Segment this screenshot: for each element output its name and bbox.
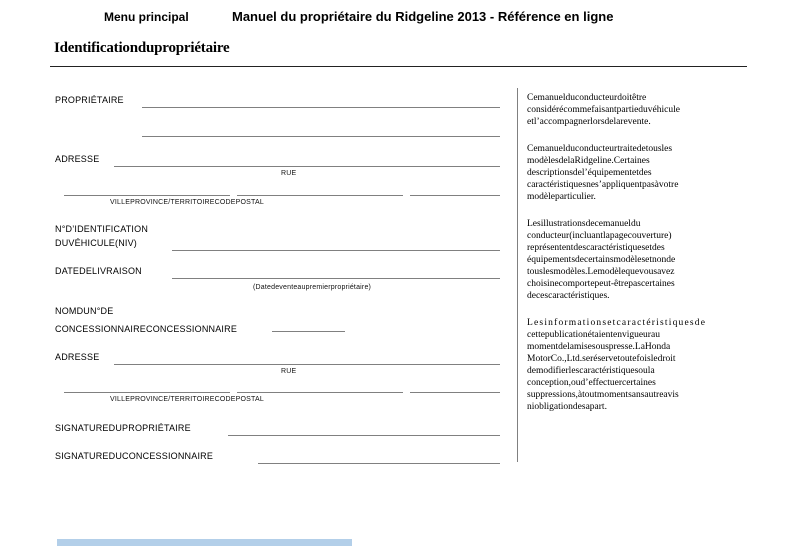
- notes-line: conception,oud’effectuercertaines: [527, 378, 656, 388]
- owner-street-line: [114, 166, 500, 167]
- delivery-date-label: DATEDELIVRAISON: [55, 266, 142, 276]
- owner-line-2: [142, 136, 500, 137]
- dealer-province-line: [237, 392, 403, 393]
- notes-line: etl’accompagnerlorsdelarevente.: [527, 117, 651, 127]
- notes-line: demodifierlescaractéristiquesoula: [527, 366, 655, 376]
- delivery-date-line: [172, 278, 500, 279]
- dealer-label-line1: NOMDUN°DE: [55, 306, 114, 316]
- dealer-street-line: [114, 364, 500, 365]
- dealer-number-line: [272, 331, 345, 332]
- vin-line: [172, 250, 500, 251]
- notes-line: Lesinformationsetcaractéristiquesde: [527, 318, 707, 328]
- notes-line: momentdelamisesouspresse.LaHonda: [527, 342, 671, 352]
- notes-line: decescaractéristiques.: [527, 291, 610, 301]
- owner-city-line: [64, 195, 230, 196]
- heading-rule: [50, 66, 747, 67]
- owner-street-caption: RUE: [281, 170, 297, 177]
- notes-line: MotorCo.,Ltd.seréservetoutefoisledroit: [527, 354, 676, 364]
- notes-line: caractéristiquesnes’appliquentpasàvotre: [527, 180, 679, 190]
- document-title: Manuel du propriétaire du Ridgeline 2013 - Référence en ligne: [232, 9, 614, 24]
- notes-paragraph-3: [527, 218, 721, 302]
- vin-label-line2: DUVÉHICULE(NIV): [55, 238, 138, 248]
- owner-postal-line: [410, 195, 500, 196]
- notes-paragraph-2: [527, 143, 721, 203]
- notes-line: cettepublicationétaientenvigueurau: [527, 330, 660, 340]
- notes-line: considérécommefaisantpartieduvéhicule: [527, 105, 680, 115]
- owner-city-caption: VILLEPROVINCE/TERRITOIRECODEPOSTAL: [110, 199, 264, 206]
- bottom-scrollbar[interactable]: [57, 539, 352, 546]
- dealer-label-line2: CONCESSIONNAIRECONCESSIONNAIRE: [55, 324, 238, 334]
- dealer-signature-line: [258, 463, 500, 464]
- notes-line: représententdescaractéristiquesetdes: [527, 243, 665, 253]
- dealer-postal-line: [410, 392, 500, 393]
- owner-line-1: [142, 107, 500, 108]
- dealer-city-line: [64, 392, 230, 393]
- notes-line: suppressions,àtoutmomentsansautreavis: [527, 390, 679, 400]
- owner-label: PROPRIÉTAIRE: [55, 95, 124, 105]
- notes-line: conducteur(incluantlapagecouverture): [527, 231, 672, 241]
- notes-line: équipementsdecertainsmodèlesetnonde: [527, 255, 676, 265]
- notes-line: modèleparticulier.: [527, 192, 596, 202]
- owner-signature-label: SIGNATUREDUPROPRIÉTAIRE: [55, 423, 191, 433]
- notes-paragraph-4: [527, 317, 721, 413]
- notes-column: [527, 92, 721, 428]
- notes-line: Cemanuelduconducteurtraitedetousles: [527, 144, 673, 154]
- notes-line: descriptionsdel’équipementetdes: [527, 168, 652, 178]
- dealer-city-caption: VILLEPROVINCE/TERRITOIRECODEPOSTAL: [110, 396, 264, 403]
- notes-line: niobligationdesapart.: [527, 402, 607, 412]
- column-divider: [517, 88, 518, 462]
- dealer-address-label: ADRESSE: [55, 352, 100, 362]
- dealer-signature-label: SIGNATUREDUCONCESSIONNAIRE: [55, 451, 214, 461]
- notes-line: Lesillustrationsdecemanueldu: [527, 219, 641, 229]
- notes-line: modèlesdelaRidgeline.Certaines: [527, 156, 650, 166]
- owner-signature-line: [228, 435, 500, 436]
- notes-line: Cemanuelduconducteurdoitêtre: [527, 93, 647, 103]
- owner-province-line: [237, 195, 403, 196]
- section-heading: Identificationdupropriétaire: [54, 40, 230, 56]
- dealer-street-caption: RUE: [281, 368, 297, 375]
- notes-line: choisinecomportepeut-êtrepascertaines: [527, 279, 675, 289]
- delivery-date-caption: (Datedeventeaupremierpropriétaire): [253, 284, 372, 291]
- owner-address-label: ADRESSE: [55, 154, 100, 164]
- main-menu-link[interactable]: Menu principal: [104, 10, 189, 24]
- vin-label-line1: N°D’IDENTIFICATION: [55, 224, 149, 234]
- notes-line: touslesmodèles.Lemodèlequevousavez: [527, 267, 675, 277]
- notes-paragraph-1: [527, 92, 721, 128]
